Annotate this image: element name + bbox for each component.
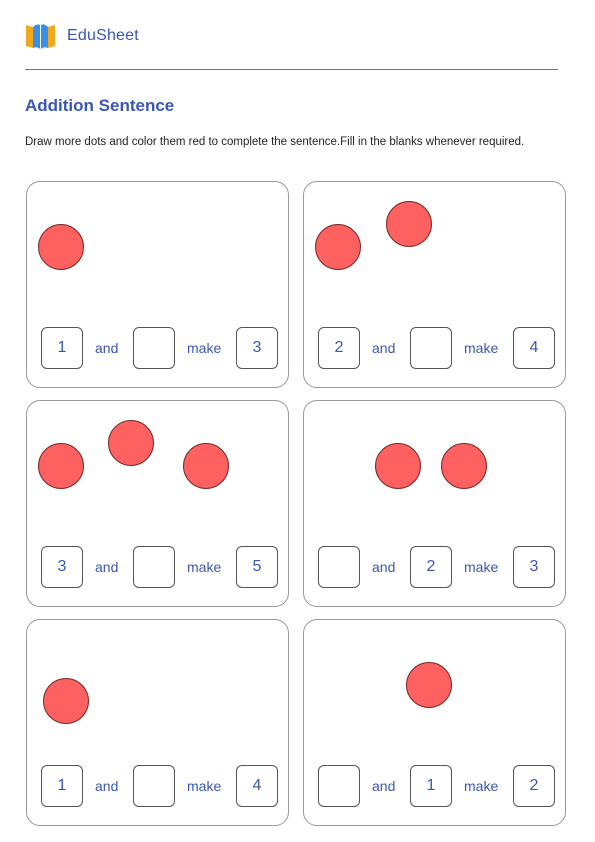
make-label: make [187,559,222,575]
result-number-box[interactable]: 4 [236,765,278,807]
red-dot [375,443,421,489]
result-number-box[interactable]: 4 [513,327,555,369]
red-dot [38,224,84,270]
second-number-box[interactable] [410,327,452,369]
exercise-card-6 [303,619,566,826]
exercise-card-5 [26,619,289,826]
second-number-box[interactable] [133,327,175,369]
brand [25,21,139,50]
result-number-box[interactable]: 3 [236,327,278,369]
second-number-box[interactable]: 2 [410,546,452,588]
make-label: make [464,559,499,575]
first-number-box[interactable]: 3 [41,546,83,588]
result-number-box[interactable]: 5 [236,546,278,588]
header-divider [25,69,558,70]
and-label: and [372,559,396,575]
red-dot [406,662,452,708]
first-number-box[interactable] [318,765,360,807]
first-number-box[interactable]: 2 [318,327,360,369]
red-dot [441,443,487,489]
instructions: Draw more dots and color them red to complete the sentence.Fill in the blanks whenever required. [25,136,525,148]
exercise-card-1 [26,181,289,388]
result-number-box[interactable]: 2 [513,765,555,807]
red-dot [315,224,361,270]
red-dot [38,443,84,489]
and-label: and [95,340,119,356]
second-number-box[interactable] [133,765,175,807]
open-book-icon [25,21,56,50]
red-dot [386,201,432,247]
and-label: and [95,778,119,794]
first-number-box[interactable]: 1 [41,765,83,807]
make-label: make [464,778,499,794]
red-dot [108,420,154,466]
and-label: and [372,778,396,794]
red-dot [183,443,229,489]
exercise-card-3 [26,400,289,607]
exercise-card-2 [303,181,566,388]
exercise-card-4 [303,400,566,607]
and-label: and [372,340,396,356]
first-number-box[interactable] [318,546,360,588]
result-number-box[interactable]: 3 [513,546,555,588]
and-label: and [95,559,119,575]
second-number-box[interactable] [133,546,175,588]
make-label: make [187,340,222,356]
second-number-box[interactable]: 1 [410,765,452,807]
make-label: make [464,340,499,356]
make-label: make [187,778,222,794]
brand-name: EduSheet [67,26,139,44]
red-dot [43,678,89,724]
page-title: Addition Sentence [25,96,175,115]
first-number-box[interactable]: 1 [41,327,83,369]
